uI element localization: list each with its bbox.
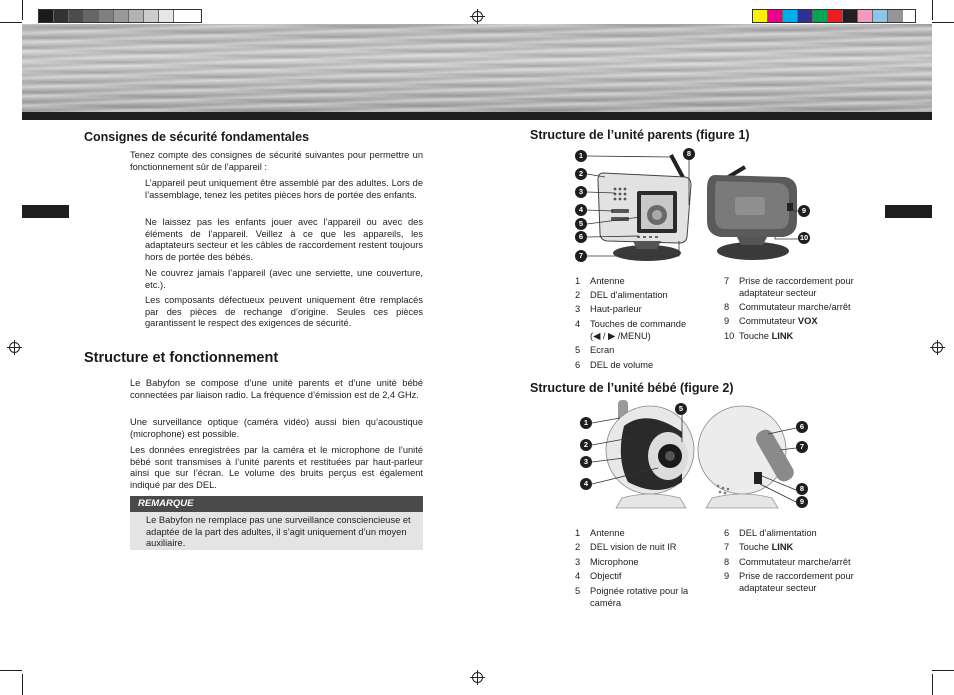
- legend-label: Poignée rotative pour la caméra: [590, 586, 689, 608]
- legend-label: Antenne: [590, 528, 625, 538]
- callout-9: 9: [798, 205, 810, 217]
- crop-mark: [932, 0, 933, 20]
- callout-9: 9: [796, 496, 808, 508]
- color-swatch: [798, 10, 813, 22]
- consignes-item-1: L’appareil peut uniquement être assemblé par des adultes. Lors de l’assemblage, tenez les petites pièces hors de portée des enfants.: [145, 178, 423, 200]
- legend-label: Microphone: [590, 557, 639, 567]
- color-swatch: [129, 10, 144, 22]
- callout-8: 8: [796, 483, 808, 495]
- legend-label: Prise de raccordement pour adaptateur secteur: [739, 571, 854, 593]
- legend-number: 6: [575, 360, 581, 370]
- legend-number: 4: [575, 571, 581, 581]
- remark-text: Le Babyfon ne remplace pas une surveillance consciencieuse et adaptée de la part des adultes, il s’agit uniquement d’un moyen auxiliaire.: [130, 512, 423, 550]
- callout-1: 1: [580, 417, 592, 429]
- color-swatch: [768, 10, 783, 22]
- legend-label: Touche LINK: [739, 542, 794, 552]
- crop-mark: [0, 670, 22, 671]
- callout-6: 6: [575, 231, 587, 243]
- callout-3: 3: [575, 186, 587, 198]
- color-swatch: [843, 10, 858, 22]
- callout-4: 4: [575, 204, 587, 216]
- section-title-consignes: Consignes de sécurité fondamentales: [84, 130, 310, 144]
- color-swatch: [828, 10, 843, 22]
- registration-mark-icon: [472, 11, 483, 22]
- side-tab-right: [885, 205, 932, 218]
- callout-8: 8: [683, 148, 695, 160]
- crop-mark: [932, 670, 954, 671]
- legend-number: 5: [575, 586, 581, 596]
- legend-label: Objectif: [590, 571, 622, 581]
- consignes-item-4: Les composants défectueux peuvent uniquement être remplacés par des pièces de rechange d’origine. Seules ces pièces garantissent le respect des exigences de sécurité.: [145, 295, 423, 329]
- legend-label: DEL d’alimentation: [590, 290, 668, 300]
- process-color-bar: [752, 9, 916, 23]
- color-swatch: [159, 10, 174, 22]
- color-swatch: [174, 10, 189, 22]
- legend-number: 9: [724, 316, 730, 326]
- color-swatch: [144, 10, 159, 22]
- callout-10: 10: [799, 233, 809, 242]
- legend-number: 7: [724, 276, 730, 286]
- structure-paragraph-2: Une surveillance optique (caméra vidéo) aussi bien qu’acoustique (microphone) est possible.: [130, 417, 423, 439]
- consignes-item-2: Ne laissez pas les enfants jouer avec l’appareil ou avec des éléments de l’appareil. Veillez à ce que les appareils, les adaptateurs secteur et les câbles de raccordement restent toujours hors de portée des bébés.: [145, 217, 423, 262]
- legend-number: 5: [575, 345, 581, 355]
- header-rule: [22, 112, 932, 120]
- color-swatch: [54, 10, 69, 22]
- callout-6: 6: [796, 421, 808, 433]
- registration-mark-icon: [9, 342, 20, 353]
- color-swatch: [99, 10, 114, 22]
- color-swatch: [753, 10, 768, 22]
- crop-mark: [22, 0, 23, 20]
- callout-5: 5: [675, 403, 687, 415]
- legend-label: Commutateur marche/arrêt: [739, 302, 851, 312]
- crop-mark: [22, 674, 23, 695]
- section-title-structure: Structure et fonctionnement: [84, 350, 279, 366]
- header-texture-band: [22, 24, 932, 112]
- legend-label: Ecran: [590, 345, 615, 355]
- color-swatch: [84, 10, 99, 22]
- callout-5: 5: [575, 218, 587, 230]
- color-swatch: [813, 10, 828, 22]
- legend-number: 7: [724, 542, 730, 552]
- callout-2: 2: [580, 439, 592, 451]
- color-swatch: [69, 10, 84, 22]
- baby-unit-figure: [578, 398, 813, 513]
- legend-number: 10: [724, 331, 735, 341]
- legend-label: Antenne: [590, 276, 625, 286]
- registration-mark-icon: [472, 672, 483, 683]
- legend-number: 3: [575, 304, 581, 314]
- remark-heading: REMARQUE: [130, 496, 423, 512]
- legend-label: DEL de volume: [590, 360, 654, 370]
- parent-unit-figure: [575, 145, 815, 265]
- gray-color-bar: [38, 9, 202, 23]
- legend-number: 3: [575, 557, 581, 567]
- legend-label: DEL d’alimentation: [739, 528, 817, 538]
- color-swatch: [114, 10, 129, 22]
- legend-label: Prise de raccordement pour adaptateur secteur: [739, 276, 854, 298]
- legend-label: Touches de commande (◀ / ▶ /MENU): [590, 319, 687, 341]
- callout-7: 7: [796, 441, 808, 453]
- section-title-bebe: Structure de l’unité bébé (figure 2): [530, 381, 734, 395]
- structure-paragraph-1: Le Babyfon se compose d’une unité parents et d’une unité bébé connectées par liaison radio. La fréquence d’émission est de 2,4 GHz.: [130, 378, 423, 400]
- legend-label: Commutateur marche/arrêt: [739, 557, 851, 567]
- color-swatch: [873, 10, 888, 22]
- section-title-parents: Structure de l’unité parents (figure 1): [530, 128, 750, 142]
- structure-paragraph-3: Les données enregistrées par la caméra et le microphone de l’unité bébé sont transmises à l’unité parents et restituées par haut-parleur ainsi que sur l’écran. Le volume des bruits perçus est également indiqué par des DEL.: [130, 445, 423, 490]
- legend-number: 2: [575, 542, 581, 552]
- legend-number: 2: [575, 290, 581, 300]
- legend-label: DEL vision de nuit IR: [590, 542, 677, 552]
- callout-2: 2: [575, 168, 587, 180]
- side-tab-left: [22, 205, 69, 218]
- legend-label: Commutateur VOX: [739, 316, 818, 326]
- callout-7: 7: [575, 250, 587, 262]
- callout-3: 3: [580, 456, 592, 468]
- crop-mark: [932, 22, 954, 23]
- legend-number: 1: [575, 276, 581, 286]
- legend-number: 4: [575, 319, 581, 329]
- legend-label: Haut-parleur: [590, 304, 642, 314]
- legend-label: Touche LINK: [739, 331, 794, 341]
- color-swatch: [39, 10, 54, 22]
- callout-1: 1: [575, 150, 587, 162]
- legend-number: 9: [724, 571, 730, 581]
- legend-number: 8: [724, 302, 730, 312]
- consignes-intro: Tenez compte des consignes de sécurité suivantes pour permettre un fonctionnement sûr de l’appareil :: [130, 150, 423, 172]
- color-swatch: [858, 10, 873, 22]
- registration-mark-icon: [932, 342, 943, 353]
- color-swatch: [888, 10, 903, 22]
- callout-4: 4: [580, 478, 592, 490]
- crop-mark: [0, 22, 22, 23]
- crop-mark: [932, 674, 933, 695]
- legend-number: 8: [724, 557, 730, 567]
- color-swatch: [783, 10, 798, 22]
- legend-number: 1: [575, 528, 581, 538]
- consignes-item-3: Ne couvrez jamais l’appareil (avec une serviette, une couverture, etc.).: [145, 268, 423, 290]
- legend-number: 6: [724, 528, 730, 538]
